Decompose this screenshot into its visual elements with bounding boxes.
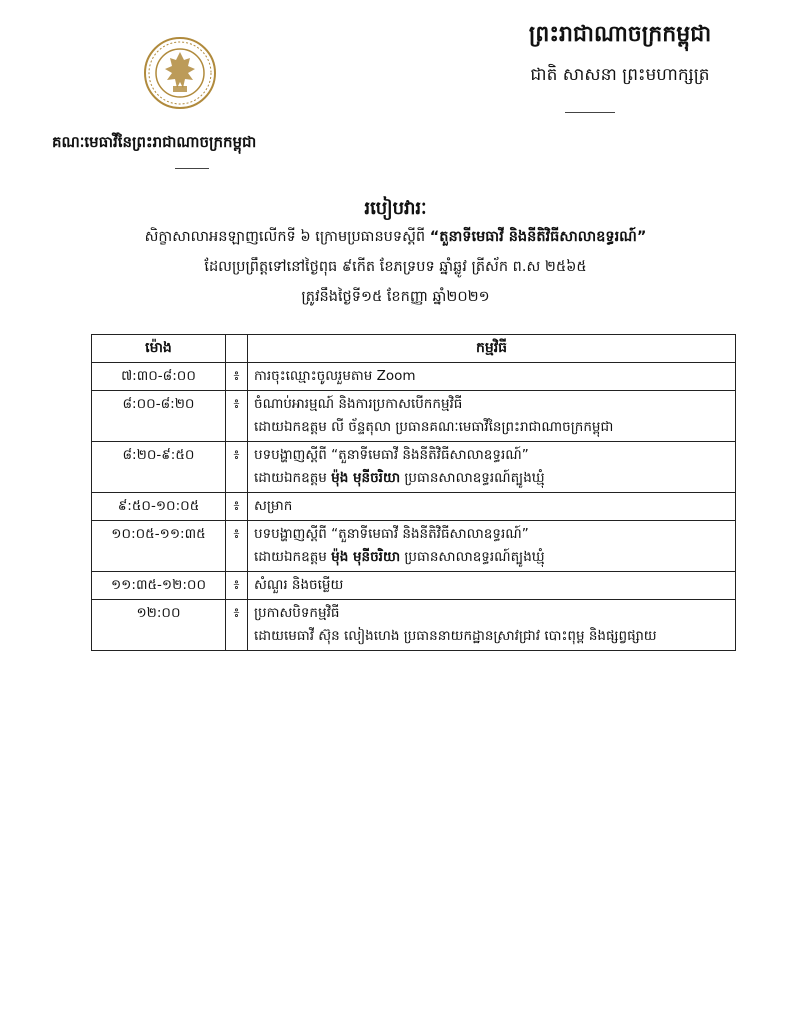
colon-cell: ៖	[226, 363, 248, 391]
table-row	[92, 572, 736, 600]
national-motto: ជាតិ សាសនា ព្រះមហាក្សត្រ	[530, 65, 710, 85]
program-line: ប្រកាសបិទកម្មវិធី	[254, 605, 340, 621]
time-cell: ៨:០០-៨:២០	[92, 391, 226, 442]
time-cell: ៧:៣០-៨:០០	[92, 363, 226, 391]
seminar-subtitle	[0, 228, 791, 249]
lunar-date-line: ដែលប្រព្រឹត្តទៅនៅថ្ងៃពុធ ៩កើត ខែភទ្របទ ឆ្នាំឆ្លូវ ត្រីស័ក ព.ស ២៥៦៥	[204, 259, 587, 275]
motto-divider	[565, 112, 615, 113]
program-line: បទបង្ហាញស្តីពី “តួនាទីមេធាវី និងនីតិវិធីសាលាឧទ្ធរណ៍”	[254, 447, 529, 463]
gregorian-date-line: ត្រូវនឹងថ្ងៃទី១៥ ខែកញ្ញា ឆ្នាំ២០២១	[301, 289, 490, 305]
subtitle-prefix: សិក្ខាសាលាអនឡាញលើកទី ៦ ក្រោមប្រធានបទស្តីពី	[144, 229, 430, 245]
time-cell: ៨:២០-៩:៥០	[92, 442, 226, 493]
colon-cell: ៖	[226, 572, 248, 600]
program-cell	[248, 442, 736, 493]
table-row	[92, 391, 736, 442]
program-cell	[248, 493, 736, 521]
program-cell	[248, 572, 736, 600]
colon-cell: ៖	[226, 493, 248, 521]
agenda-header-row	[92, 335, 736, 363]
program-cell	[248, 521, 736, 572]
program-line: បទបង្ហាញស្តីពី “តួនាទីមេធាវី និងនីតិវិធីសាលាឧទ្ធរណ៍”	[254, 526, 529, 542]
kingdom-heading: ព្រះរាជាណាចក្រកម្ពុជា	[528, 22, 712, 47]
program-line: ចំណាប់អារម្មណ៍ និងការប្រកាសបើកកម្មវិធី	[254, 396, 463, 412]
agenda-table	[91, 334, 736, 651]
colon-column-header	[226, 335, 248, 363]
program-speaker-line	[254, 467, 729, 490]
bar-association-seal-icon	[143, 36, 217, 110]
organization-divider	[175, 168, 209, 169]
organization-name: គណៈមេធាវីនៃព្រះរាជាណាចក្រកម្ពុជា	[52, 133, 257, 151]
program-cell	[248, 600, 736, 651]
colon-cell: ៖	[226, 391, 248, 442]
program-speaker-line: ដោយមេធាវី ស៊ុន លៀងហេង ប្រធាននាយកដ្ឋានស្រាវជ្រាវ បោះពុម្ព និងផ្សព្វផ្សាយ	[254, 628, 657, 644]
time-cell: ១២:០០	[92, 600, 226, 651]
speaker-name: ម៉ុង មុនីចរិយា	[331, 470, 401, 486]
table-row	[92, 363, 736, 391]
program-column-header: កម្មវិធី	[248, 335, 736, 363]
time-cell: ៩:៥០-១០:០៥	[92, 493, 226, 521]
time-cell: ១០:០៥-១១:៣៥	[92, 521, 226, 572]
colon-cell: ៖	[226, 600, 248, 651]
table-row	[92, 521, 736, 572]
program-line: ការចុះឈ្មោះចូលរួមតាម Zoom	[254, 368, 416, 384]
document-title: របៀបវារៈ	[364, 198, 427, 219]
table-row	[92, 442, 736, 493]
speaker-title: ប្រធានសាលាឧទ្ធរណ៍ត្បូងឃ្មុំ	[400, 470, 545, 486]
table-row	[92, 600, 736, 651]
speaker-title: ប្រធានសាលាឧទ្ធរណ៍ត្បូងឃ្មុំ	[400, 549, 545, 565]
speaker-name: ម៉ុង មុនីចរិយា	[331, 549, 401, 565]
speaker-prefix: ដោយឯកឧត្តម	[254, 549, 332, 565]
colon-cell: ៖	[226, 442, 248, 493]
program-line: សម្រាក	[254, 498, 293, 514]
speaker-prefix: ដោយឯកឧត្តម	[254, 470, 332, 486]
program-speaker-line	[254, 546, 729, 569]
program-speaker-line: ដោយឯកឧត្តម លី ច័ន្ទតុលា ប្រធានគណៈមេធាវីនៃព្រះរាជាណាចក្រកម្ពុជា	[254, 419, 614, 435]
subtitle-topic: “តួនាទីមេធាវី និងនីតិវិធីសាលាឧទ្ធរណ៍”	[429, 229, 647, 245]
program-cell	[248, 363, 736, 391]
program-line: សំណួរ និងចម្លើយ	[254, 577, 344, 593]
table-row	[92, 493, 736, 521]
time-cell: ១១:៣៥-១២:០០	[92, 572, 226, 600]
time-column-header: ម៉ោង	[92, 335, 226, 363]
colon-cell: ៖	[226, 521, 248, 572]
program-cell	[248, 391, 736, 442]
